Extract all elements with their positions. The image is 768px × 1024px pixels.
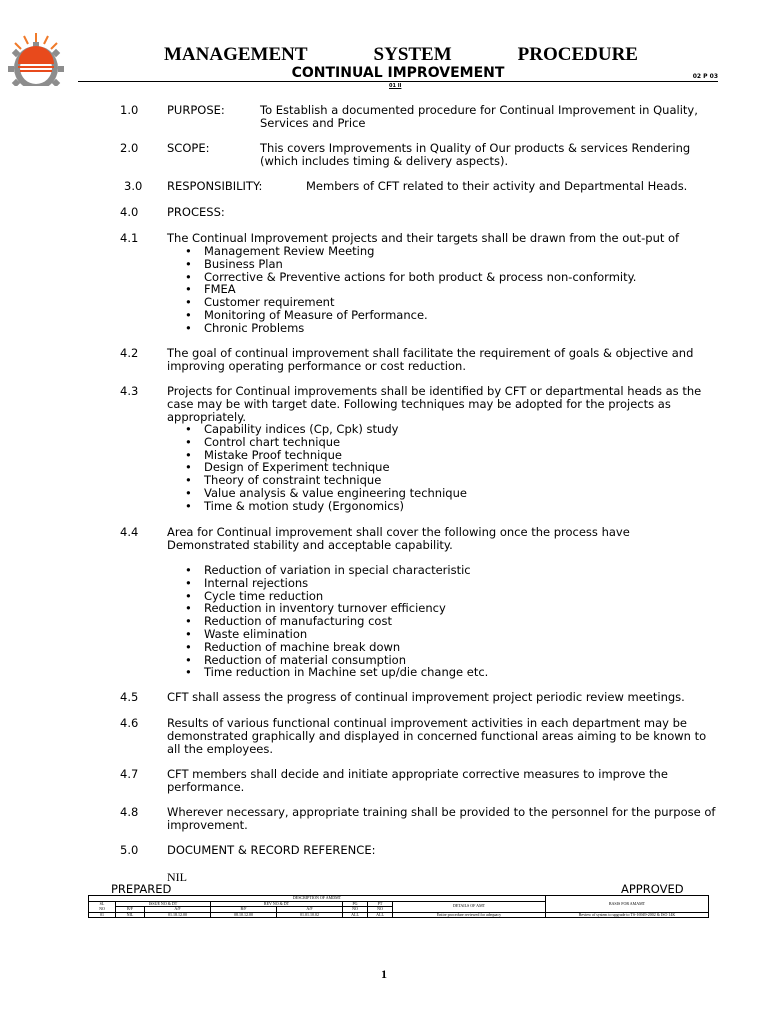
table-header-cell: DETAILS OF AMT bbox=[393, 901, 546, 912]
list-item: • Business Plan bbox=[185, 258, 636, 271]
nil-reference: NIL bbox=[167, 870, 187, 884]
document-code: 02 P 03 bbox=[692, 73, 718, 80]
bullet-list-4-4 bbox=[185, 564, 488, 679]
list-item: • Monitoring of Measure of Performance. bbox=[185, 309, 636, 322]
table-cell: Review of system to upgrade to TS-16949-2002 & ISO 14K bbox=[546, 912, 709, 918]
table-cell: NIL bbox=[116, 912, 145, 918]
section-number: 4.0 bbox=[120, 205, 139, 219]
table-header-cell: ISSUE NO & DT bbox=[116, 901, 211, 907]
title-word: PROCEDURE bbox=[517, 44, 638, 65]
list-item: • Reduction of variation in special characteristic bbox=[185, 564, 488, 577]
list-item: • Value analysis & value engineering technique bbox=[185, 487, 467, 500]
list-item: • Mistake Proof technique bbox=[185, 449, 467, 462]
section-text: CFT members shall decide and initiate appropriate corrective measures to improve the performance. bbox=[167, 767, 668, 794]
section-text: Results of various functional continual improvement activities in each department may be demonstrated graphically and displayed in concerned functional areas aiming to be known to all the employees. bbox=[167, 716, 707, 756]
bullet-list-4-3 bbox=[185, 423, 467, 513]
section-text: Projects for Continual improvements shall be identified by CFT or departmental heads as the case may be with target date. Following techniques may be adopted for the projects as appropriately. bbox=[167, 384, 702, 424]
section-number: 2.0 bbox=[120, 141, 139, 155]
list-item: • Reduction of material consumption bbox=[185, 654, 488, 667]
section-number: 4.8 bbox=[120, 805, 139, 819]
list-item: • Reduction of machine break down bbox=[185, 641, 488, 654]
section-number: 4.5 bbox=[120, 690, 139, 704]
list-item: • Control chart technique bbox=[185, 436, 467, 449]
section-number: 4.7 bbox=[120, 767, 139, 781]
list-item: • Time & motion study (Ergonomics) bbox=[185, 500, 467, 513]
list-item: • Customer requirement bbox=[185, 296, 636, 309]
list-item: • Reduction in inventory turnover efficiency bbox=[185, 602, 488, 615]
table-cell: ALL bbox=[368, 912, 393, 918]
section-label: PROCESS: bbox=[167, 205, 225, 219]
table-header-cell: BASIS FOR AMAMT bbox=[546, 896, 709, 913]
table-cell: ALL bbox=[343, 912, 368, 918]
table-header-cell bbox=[89, 901, 116, 912]
table-row bbox=[89, 912, 709, 918]
list-item: • Capability indices (Cp, Cpk) study bbox=[185, 423, 467, 436]
section-number: 3.0 bbox=[124, 179, 143, 193]
table-cell: Entire procedure reviewed for adequacy bbox=[393, 912, 546, 918]
table-header-cell: DESCRIPTION OF AMDMT bbox=[89, 896, 546, 902]
section-number: 4.1 bbox=[120, 231, 139, 245]
list-item: • Reduction of manufacturing cost bbox=[185, 615, 488, 628]
amendment-table bbox=[88, 895, 709, 918]
table-header-cell: B/F bbox=[210, 907, 276, 913]
section-text: The goal of continual improvement shall facilitate the requirement of goals & objective and improving operating performance or cost reduction. bbox=[167, 346, 694, 373]
section-number: 1.0 bbox=[120, 103, 139, 117]
section-number: 4.6 bbox=[120, 716, 139, 730]
section-text: Members of CFT related to their activity and Departmental Heads. bbox=[306, 179, 688, 193]
list-item: • Chronic Problems bbox=[185, 322, 636, 335]
list-item: • Design of Experiment technique bbox=[185, 461, 467, 474]
section-text: CFT shall assess the progress of continual improvement project periodic review meetings. bbox=[167, 690, 685, 704]
table-header-cell: PG bbox=[343, 901, 368, 907]
list-item: • Internal rejections bbox=[185, 577, 488, 590]
section-number: 4.4 bbox=[120, 525, 139, 539]
list-item: • Theory of constraint technique bbox=[185, 474, 467, 487]
table-cell: 01.01.10.02 bbox=[276, 912, 342, 918]
prepared-label: PREPARED bbox=[111, 882, 172, 896]
table-header-cell: A/F bbox=[276, 907, 342, 913]
list-item: • Management Review Meeting bbox=[185, 245, 636, 258]
table-header-cell: NO bbox=[368, 907, 393, 913]
list-item: • Time reduction in Machine set up/die change etc. bbox=[185, 666, 488, 679]
title-word: SYSTEM bbox=[373, 44, 452, 65]
table-header-cell: NO bbox=[343, 907, 368, 913]
document-title bbox=[164, 44, 638, 66]
title-word: MANAGEMENT bbox=[164, 44, 308, 65]
page-number: 1 bbox=[381, 967, 387, 981]
table-header-cell: REV NO & DT bbox=[210, 901, 342, 907]
section-text: To Establish a documented procedure for Continual Improvement in Quality, Services and Price bbox=[260, 103, 698, 130]
table-cell: 01.18.12.00 bbox=[145, 912, 211, 918]
header-rule bbox=[78, 81, 718, 82]
revision-number: 01 II bbox=[389, 83, 402, 89]
section-label: DOCUMENT & RECORD REFERENCE: bbox=[167, 843, 376, 857]
table-header-cell: PT bbox=[368, 901, 393, 907]
section-text: The Continual Improvement projects and their targets shall be drawn from the out-put of bbox=[167, 231, 680, 245]
list-item: • FMEA bbox=[185, 283, 636, 296]
company-logo bbox=[4, 30, 68, 86]
section-label: PURPOSE: bbox=[167, 103, 225, 117]
section-label: SCOPE: bbox=[167, 141, 210, 155]
no-label: NO bbox=[99, 905, 105, 911]
section-number: 5.0 bbox=[120, 843, 139, 857]
list-item: • Corrective & Preventive actions for both product & process non-conformity. bbox=[185, 271, 636, 284]
table-header-cell: A/F bbox=[145, 907, 211, 913]
approved-label: APPROVED bbox=[621, 882, 684, 896]
section-number: 4.2 bbox=[120, 346, 139, 360]
list-item: • Waste elimination bbox=[185, 628, 488, 641]
document-subtitle: CONTINUAL IMPROVEMENT bbox=[291, 65, 505, 81]
section-text: This covers Improvements in Quality of Our products & services Rendering (which includes timing & delivery aspects). bbox=[260, 141, 691, 168]
list-item: • Cycle time reduction bbox=[185, 590, 488, 603]
section-text: Wherever necessary, appropriate training shall be provided to the personnel for the purpose of improvement. bbox=[167, 805, 716, 832]
table-header-cell: B/F bbox=[116, 907, 145, 913]
table-cell: 01 bbox=[89, 912, 116, 918]
bullet-list-4-1 bbox=[185, 245, 636, 335]
sl-label: SL bbox=[99, 901, 105, 906]
section-label: RESPONSIBILITY: bbox=[167, 179, 263, 193]
table-cell: 08.10.12.00 bbox=[210, 912, 276, 918]
section-text: Area for Continual improvement shall cover the following once the process have Demonstrated stability and acceptable capability. bbox=[167, 525, 630, 552]
section-number: 4.3 bbox=[120, 384, 139, 398]
